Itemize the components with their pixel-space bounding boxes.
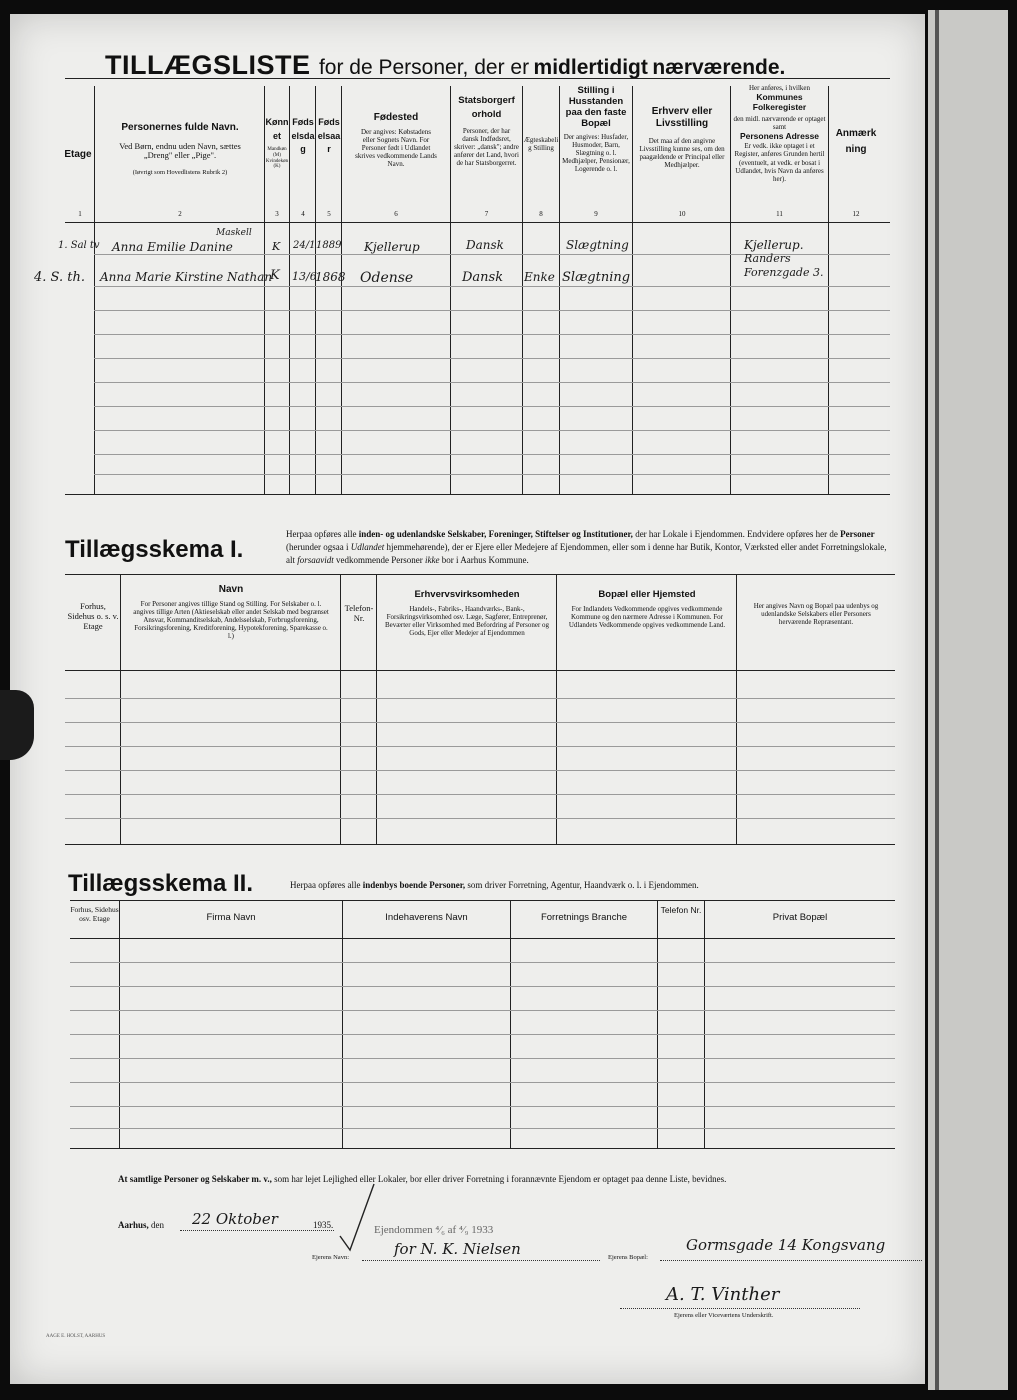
skema1-bottom-rule [65,844,895,845]
skema2-header-branche: Forretnings Branche [540,912,628,923]
skema1-desc-text: bor i Aarhus Kommune. [441,555,529,566]
skema1-desc-text: Herpaa opføres alle [286,529,357,539]
header-stats-title: Statsborgerforhold [458,95,515,121]
cell-etage: 4. S. th. [34,270,85,285]
skema1-top-rule [65,574,895,575]
cell-stats: Dansk [462,270,504,285]
skema1-desc-text: der har Lokale i Ejendommen. [635,529,745,539]
header-navn-sub: Ved Børn, endnu uden Navn, sættes „Dreng" eller „Pige". [119,140,241,161]
col-divider [632,86,633,494]
row-rule [70,986,895,987]
row-rule [94,474,890,475]
col-divider [736,574,737,844]
cell-aegte: Enke [524,270,555,284]
col-divider [119,900,120,1148]
skema1-description [286,528,894,567]
skema2-bottom-rule [70,1148,895,1149]
col-divider [120,574,121,844]
col-number: 10 [678,210,686,218]
list-top-rule [65,78,890,79]
cell-aar: 1889 [316,240,342,251]
ejer-handwritten: for N. K. Nielsen [394,1240,521,1258]
skema1-header-forhus: Forhus, Sidehus o. s. v. Etage [67,601,119,631]
header-stats-sub: Personer, der har dansk Indfødsret, skriver: „dansk"; andre anfører det Land, hvori de har Statsborgerret. [454,126,519,167]
col-divider [289,86,290,494]
skema1-header-navn-title: Navn [218,584,244,595]
date-handwritten: 22 Oktober [192,1210,278,1228]
header-foedested-sub: Der angives: Købstadens eller Sognets Navn. For Personer født i Udlandet skrives vedkommende Lands Navn. [355,127,437,168]
header-stats [451,94,522,167]
header-stilling [560,86,632,173]
col-number: 9 [594,210,598,218]
header-foedselsaar: Fødselsaar [317,117,341,154]
col-divider [342,900,343,1148]
col-divider [341,86,342,494]
check-mark [336,1180,380,1254]
col-divider [315,86,316,494]
page-tab [0,690,34,760]
skema1-header-navn [122,584,340,640]
header-adresse-mid: den midl. nærværende er optaget samt [733,114,826,131]
row-rule [70,1082,895,1083]
row-rule [94,334,890,335]
skema1-header-rule [65,670,895,671]
binding-edge [935,10,939,1390]
adjacent-page [928,10,1008,1390]
row-rule [70,1058,895,1059]
den-label: den [151,1220,165,1230]
skema2-header-firma: Firma Navn [206,912,256,923]
row-rule [70,1010,895,1011]
skema1-desc-italic: forsaavidt [297,555,334,566]
title-emphasis: midlertidigt [533,56,648,79]
skema1-header-bopael [558,590,736,629]
skema1-header-bopael-title: Bopæl eller Hjemsted [598,589,696,600]
header-koen-title: Kønnet [265,117,289,141]
date-line [118,1220,164,1230]
header-anmaerkning: Anmærkning [835,128,877,155]
signature-dotted-line [620,1308,860,1309]
cell-koen: K [272,240,281,253]
census-form-page [10,14,925,1384]
row-rule [94,382,890,383]
skema2-header-telefon: Telefon Nr. [660,905,702,915]
skema2-header-indehaver: Indehaverens Navn [385,912,468,923]
row-rule [94,310,890,311]
col-divider [828,86,829,494]
skema2-title: Tillægsskema II. [68,870,253,897]
skema1-desc-text: hjemmehørende), der er Ejere eller Medejere af Ejendommen, eller som i denne har Butik, Kontor, Værksted eller andet Forretningslokale, alt [286,542,887,566]
row-rule [65,770,895,771]
skema2-header-bopael: Privat Bopæl [772,912,828,923]
col-number: 8 [539,210,543,218]
col-divider [94,86,95,494]
header-adresse [731,84,828,183]
row-rule [94,358,890,359]
bopael-handwritten: Gormsgade 14 Kongsvang [686,1236,886,1254]
header-erhverv-title: Erhverv eller Livsstilling [651,106,713,129]
skema2-desc-bold: indenbys boende Personer, [362,880,466,890]
col-divider [556,574,557,844]
form-title [105,50,785,81]
cell-dag: 13/6 [292,270,317,283]
skema1-header-navn-sub: For Personer angives tillige Stand og Stilling. For Selskaber o. l. angives tillige Arten (Aktieselskab eller andet Selskab med begrænset Ansvar, Kommanditselskab, Andelsselskab, Forbrugsforening, Forsikringsforening, Kreditforening, Hypotekforening, Sparekasse o. l.) [133,599,329,640]
skema1-desc-bold: Personer [840,529,875,539]
skema2-header-forhus: Forhus, Sidehus osv. Etage [70,905,119,923]
col-number: 6 [394,210,398,218]
col-number: 12 [852,210,860,218]
header-erhverv-sub: Det maa af den angivne Livsstilling kunne ses, om den paagældende er Principal eller Medhjælper. [639,137,725,170]
cell-foedested: Odense [360,270,414,286]
skema1-desc-italic: Udlandet [350,542,385,553]
row-rule [70,1106,895,1107]
row-rule [94,406,890,407]
row-rule [94,430,890,431]
skema1-desc-bold: inden- og udenlandske Selskaber, Foreninger, Stiftelser og Institutioner, [358,529,633,539]
header-foedested-title: Fødested [373,112,419,123]
row-rule [65,794,895,795]
row-rule [70,962,895,963]
cell-navn: Anna Emilie Danine [112,240,233,254]
row-rule [94,454,890,455]
cell-foedested: Kjellerup [364,240,420,254]
cell-adresse: Kjellerup. [744,238,804,252]
city-label: Aarhus, [118,1220,149,1230]
col-number: 1 [78,210,82,218]
skema1-desc-text: (herunder ogsaa i [286,542,349,553]
col-divider [510,900,511,1148]
row-rule [65,746,895,747]
title-main: TILLÆGSLISTE [105,50,311,80]
cell-stilling: Slægtning [562,270,631,285]
skema2-top-rule [70,900,895,901]
date-year: 1935. [313,1220,334,1230]
cell-navn-extra: Maskell [216,228,252,238]
header-aegte: Ægteskabelig Stilling [523,136,559,153]
skema1-header-erhverv [378,590,556,637]
skema2-desc-text: Herpaa opføres alle [290,880,361,890]
row-rule [70,1034,895,1035]
col-divider [704,900,705,1148]
skema2-description [290,880,699,890]
cell-etage: 1. Sal tv [58,240,100,251]
skema1-desc-italic: ikke [425,555,440,566]
col-number: 4 [301,210,305,218]
skema1-header-telefon: Telefon-Nr. [344,603,374,623]
cell-navn: Anna Marie Kirstine Nathan [100,270,273,284]
header-adresse-title: Kommunes Folkeregister [752,92,807,112]
bopael-dotted-line [660,1260,922,1261]
header-foedested [343,112,449,168]
col-number: 11 [776,210,783,218]
header-stilling-sub: Der angives: Husfader, Husmoder, Barn, Slægtning o. l. Medhjælper, Pensionær, Logerende o. l. [562,132,630,173]
header-koen [265,116,289,170]
row-rule [70,1128,895,1129]
statement-bold: At samtlige Personer og Selskaber m. v., [118,1174,272,1184]
header-foedselsdag: Fødselsdag [291,117,315,154]
cell-stats: Dansk [466,238,504,252]
skema1-desc-text: Endvidere opføres her de [747,529,838,539]
col-number: 2 [178,210,182,218]
header-etage: Etage [64,149,92,160]
col-number: 3 [275,210,279,218]
col-divider [340,574,341,844]
col-number: 5 [327,210,331,218]
ejendom-stamp: Ejendommen ⁴⁄₆ af ⁴⁄₉ 1933 [374,1224,494,1236]
list-bottom-rule [65,494,890,495]
header-erhverv [634,106,730,169]
skema1-header-bopael-sub: For Indlandets Vedkommende opgives vedkommende Kommune og den nærmere Adresse i Kommunen. For Udlandets Vedkommende opgives vedkommende Land. [568,604,726,630]
ejer-label: Ejerens Navn: [312,1254,350,1261]
header-adresse-bold: Personens Adresse [739,130,820,141]
header-adresse-top: Her anføres, i hvilken [748,84,811,92]
row-rule [65,818,895,819]
skema2-header-rule [70,938,895,939]
skema1-header-erhverv-title: Erhvervsvirksomheden [414,589,520,600]
col-divider [376,574,377,844]
row-rule [65,722,895,723]
cell-adresse: Randers Forenzgade 3. [744,252,824,280]
skema1-title: Tillægsskema I. [65,536,244,563]
signature: A. T. Vinther [666,1284,780,1305]
header-koen-sub: Mandkøn (M) Kvindekøn (K) [265,147,289,170]
title-end: nærværende. [652,56,786,79]
skema2-desc-text: som driver Forretning, Agentur, Haandværk o. l. i Ejendommen. [467,880,699,890]
header-navn-note: (Iøvrigt som Hovedlistens Rubrik 2) [132,169,228,177]
certification-statement [118,1174,726,1184]
cell-koen: K [270,268,280,283]
row-rule [65,698,895,699]
header-navn-title: Personernes fulde Navn. [121,122,239,133]
bopael-label: Ejerens Bopæl: [608,1254,648,1261]
col-number: 7 [484,210,489,218]
row-rule [94,286,890,287]
header-navn [96,122,264,177]
ejer-dotted-line [362,1260,600,1261]
skema1-header-erhverv-sub: Handels-, Fabriks-, Haandværks-, Bank-, Forsikringsvirksomhed osv. Læge, Sagfører, Entreprenør, Beværter eller Virksomhed med Befordring af Personer og Gods, Ejer eller Medejer af Ejendommen [384,604,550,638]
skema1-header-repr: Her angives Navn og Bopæl paa udenbys og udenlandske Selskabers eller Personers herværende Repræsentant. [753,602,879,627]
list-header-rule [65,222,890,223]
header-adresse-sub: Er vedk. ikke optaget i et Register, anføres Grunden hertil (eventuelt, at vedk. er bosat i Udlandet, hvis Navn da anføres her). [734,142,825,183]
signature-label: Ejerens eller Viceværtens Underskrift. [674,1312,774,1319]
col-divider [657,900,658,1148]
cell-stilling: Slægtning [566,238,629,252]
skema1-desc-text: vedkommende Personer [336,555,423,566]
statement-text: som har lejet Lejlighed eller Lokaler, bor eller driver Forretning i forannævnte Ejendom er optaget paa denne Liste, bevidnes. [274,1174,727,1184]
cell-dag: 24/1 [293,240,316,251]
cell-aar: 1868 [315,270,346,284]
title-rest: for de Personer, der er [318,56,530,79]
date-dotted-line [180,1230,334,1231]
header-stilling-title: Stilling i Husstanden paa den faste Bopæl [565,85,627,129]
printer-mark: AAGE E. HOLST, AARHUS [46,1334,106,1339]
